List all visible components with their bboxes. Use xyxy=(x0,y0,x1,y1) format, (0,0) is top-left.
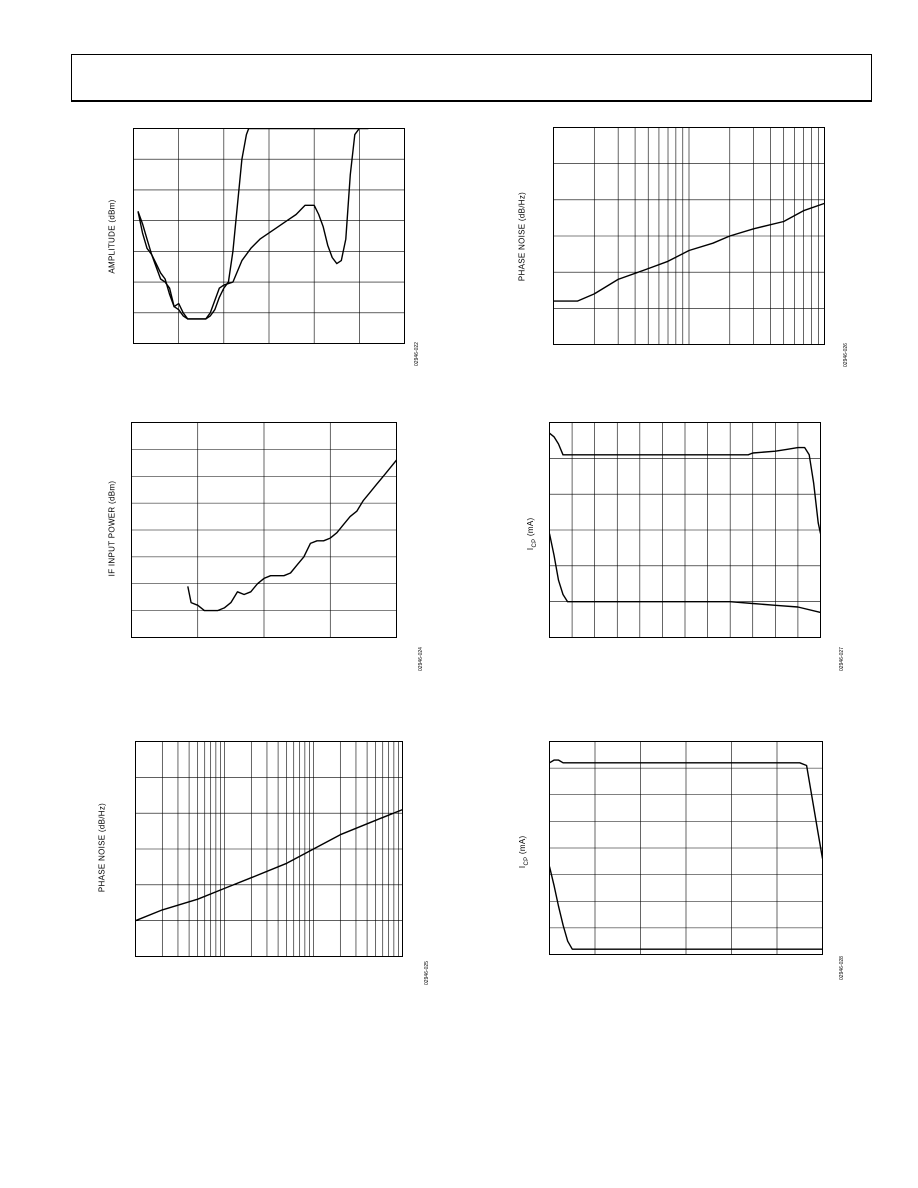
icp-middle-chart-plot xyxy=(549,422,821,638)
phase-noise-top-chart-plot xyxy=(553,127,825,345)
amplitude-chart xyxy=(133,128,405,344)
icp-bottom-y-axis-label: $I_{CP}$ (mA) xyxy=(518,835,530,869)
figure-number-024: 02946-024 xyxy=(418,647,424,671)
data-series-line-1 xyxy=(138,129,368,319)
phase-noise-chart-top xyxy=(553,127,825,345)
if-input-power-chart-plot xyxy=(131,422,397,638)
figure-number-022: 02946-022 xyxy=(414,342,420,366)
page-header-box xyxy=(71,54,872,102)
icp-chart-middle xyxy=(549,422,821,638)
amplitude-chart-plot xyxy=(133,128,405,344)
figure-number-026: 02946-026 xyxy=(843,343,849,367)
if-input-power-y-axis-label: IF INPUT POWER (dBm) xyxy=(107,480,117,577)
figure-number-027: 02946-027 xyxy=(839,647,845,671)
phase-noise-bottom-chart-plot xyxy=(135,741,403,957)
figure-number-025: 02946-025 xyxy=(424,961,430,985)
icp-chart-bottom xyxy=(549,741,823,955)
data-series-line-1 xyxy=(136,810,403,921)
phase-noise-bottom-y-axis-label: PHASE NOISE (dB/Hz) xyxy=(97,802,107,893)
data-series-line-2 xyxy=(138,129,359,319)
data-series-line-1 xyxy=(188,460,397,610)
figure-number-028: 02946-028 xyxy=(839,956,845,980)
phase-noise-top-y-axis-label: PHASE NOISE (dB/Hz) xyxy=(517,191,527,282)
amplitude-y-axis-label: AMPLITUDE (dBm) xyxy=(107,199,117,274)
icp-bottom-chart-plot xyxy=(549,741,823,955)
icp-middle-y-axis-label: $I_{CP}$ (mA) xyxy=(526,517,538,551)
phase-noise-chart-bottom xyxy=(135,741,403,957)
if-input-power-chart xyxy=(131,422,397,638)
